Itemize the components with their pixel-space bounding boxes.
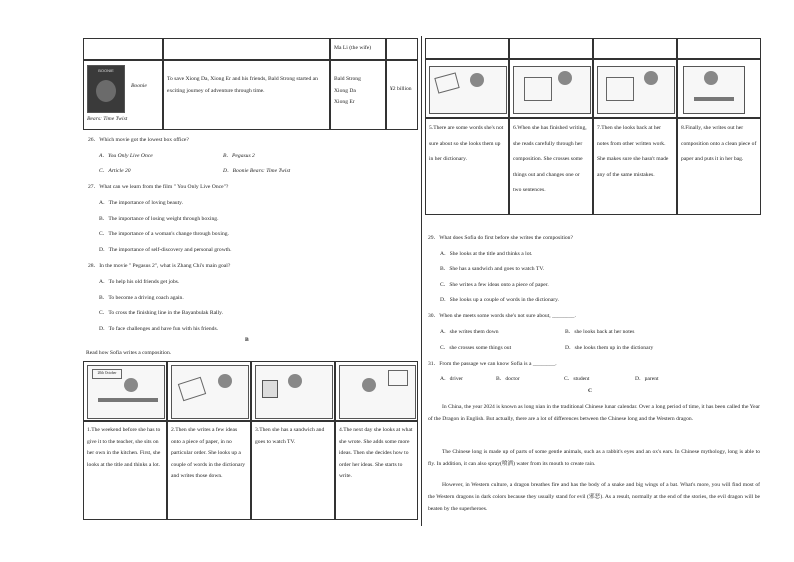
film-poster-image (87, 65, 125, 113)
step-text: 7.Then she looks back at her notes from other written work. She makes sure she hasn't made any of the same mistakes. (597, 125, 669, 178)
option-c[interactable]: C．She writes a few ideas onto a piece of paper. (440, 282, 549, 288)
person-head (362, 378, 376, 392)
step-cell (83, 421, 167, 520)
picture-cell (593, 59, 677, 118)
step-cell (677, 118, 761, 215)
table-cell-empty (677, 38, 761, 59)
book-drawing (434, 72, 459, 93)
notes-drawing (606, 77, 634, 101)
sofia-notes-image (597, 66, 675, 114)
option-c[interactable]: C．student (564, 376, 590, 382)
person-head (218, 374, 232, 388)
step-text: 1.The weekend before she has to give it to the teacher, she sits on her own in the kitchen. First, she looks at the title and thinks a lot. (87, 427, 161, 468)
question-stem: 31．From the passage we can know Sofia is a ________. (428, 361, 557, 367)
question-stem: 26．Which movie got the lowest box office? (88, 137, 189, 143)
role-name: Xiong Er (334, 99, 355, 105)
option-c[interactable]: C．she crosses some things out (440, 345, 512, 351)
column-divider (421, 36, 422, 526)
dictionary-drawing (178, 377, 206, 402)
section-letter: B (245, 337, 249, 343)
picture-cell (83, 361, 167, 421)
calendar-label: 20th October (92, 369, 122, 379)
film-title: Boonie (131, 83, 147, 89)
sofia-tv-image (255, 365, 333, 419)
step-text: 2.Then she writes a few ideas onto a piece of paper, in no particular order. She looks up a couple of words in the dictionary and writes those down. (171, 427, 246, 479)
option-d[interactable]: D．She looks up a couple of words in the dictionary. (440, 297, 559, 303)
table-cell-empty (386, 38, 418, 60)
option-d[interactable]: D．The importance of self-discovery and personal growth. (99, 247, 232, 253)
sofia-thinking-image (87, 365, 165, 419)
passage-paragraph: However, in Western culture, a dragon breathes fire and has the body of a snake and big wings of a bat. What's more, you will find most of the Western dragons in dark colors because they usually stand for evil (邪恶). As a result, normally at the end of the stories, the evil dragon will be beaten by the superheroes. (428, 482, 760, 512)
picture-cell (425, 59, 509, 118)
tv-drawing (262, 380, 278, 398)
option-d[interactable]: D．she looks them up in the dictionary (565, 345, 654, 351)
question-stem: 28．In the movie " Pegasus 2", what is Zhang Chi's main goal? (88, 263, 231, 269)
option-d[interactable]: D．To face challenges and have fun with his friends. (99, 326, 219, 332)
passage-paragraph: The Chinese long is made up of parts of some gentle animals, such as a rabbit's eyes and an ox's ears. In Chinese mythology, long is able to fly. In addition, it can also spray(喷洒) water from its mouth to create rain. (428, 449, 760, 467)
step-text: 6.When she has finished writing, she reads carefully through her composition. She crosses some things out and changes one or two sentences. (513, 125, 587, 193)
person-head (644, 71, 658, 85)
sofia-reading-image (513, 66, 591, 114)
option-a[interactable]: A．To help his old friends get jobs. (99, 279, 180, 285)
table-drawing (98, 398, 158, 402)
sofia-ordering-image (339, 365, 416, 419)
option-a[interactable]: A．she writes them down (440, 329, 499, 335)
option-a[interactable]: A．The importance of loving beauty. (99, 200, 183, 206)
sofia-writing-image (171, 365, 249, 419)
picture-cell (251, 361, 335, 421)
option-a[interactable]: A．You Only Live Once (99, 153, 153, 159)
option-b[interactable]: B．She has a sandwich and goes to watch TV. (440, 266, 545, 272)
role-name: Bald Strong (334, 76, 361, 82)
option-c[interactable]: C．The importance of a woman's change through boxing. (99, 231, 229, 237)
option-a[interactable]: A．driver (440, 376, 463, 382)
option-c[interactable]: C．To cross the finishing line in the Bayanbulak Rally. (99, 310, 223, 316)
bear-figure (96, 80, 116, 102)
option-d[interactable]: D．Boonie Bears: Time Twist (223, 168, 291, 174)
step-text: 5.There are some words she's not sure about so she looks them up in her dictionary. (429, 125, 504, 162)
option-b[interactable]: B．she looks back at her notes (565, 329, 635, 335)
poster-text: BOONIE (98, 68, 114, 73)
section-intro: Read how Sofia writes a composition. (86, 350, 172, 356)
step-cell (167, 421, 251, 520)
step-text: 8.Finally, she writes out her composition onto a clean piece of paper and puts it in her bag. (681, 125, 757, 162)
option-b[interactable]: B．To become a driving coach again. (99, 295, 184, 301)
picture-cell (509, 59, 593, 118)
paper-drawing (524, 77, 552, 101)
step-cell (251, 421, 335, 520)
sofia-final-copy-image (683, 66, 745, 114)
passage-paragraph: In China, the year 2024 is known as long nian in the traditional Chinese lunar calendar. Over a long period of time, it has been called the Year of the Dragon in English. But actually, there are a lot of differences between the Chinese long and the Western dragon. (428, 404, 760, 422)
table-cell-empty (593, 38, 677, 59)
table-cell-empty (425, 38, 509, 59)
question-stem: 27．What can we learn from the film " You Only Live Once"? (88, 184, 229, 190)
person-head (558, 71, 572, 85)
plot-cell (163, 60, 330, 130)
plot-text: To save Xiong Da, Xiong Er and his friends, Bald Strong started an exciting journey of adventure through time. (167, 76, 318, 94)
option-b[interactable]: B．doctor (496, 376, 520, 382)
question-stem: 29．What does Sofia do first before she writes the composition? (428, 235, 573, 241)
step-text: 3.Then she has a sandwich and goes to watch TV. (255, 427, 325, 445)
step-cell (593, 118, 677, 215)
table-cell-empty (509, 38, 593, 59)
person-head (124, 378, 138, 392)
option-a[interactable]: A．She looks at the title and thinks a lot. (440, 251, 533, 257)
person-head (704, 71, 718, 85)
sofia-dictionary-image (429, 66, 507, 114)
film-caption: Bears: Time Twist (87, 116, 128, 122)
step-text: 4.The next day she looks at what she wrote. She adds some more ideas. Then she decides how to order her ideas. She starts to write. (339, 427, 413, 479)
person-head (470, 73, 484, 87)
option-b[interactable]: B．The importance of losing weight through boxing. (99, 216, 219, 222)
film-cell (83, 60, 163, 130)
option-b[interactable]: B．Pegasus 2 (223, 153, 255, 159)
table-cell-empty (83, 38, 163, 60)
picture-cell (677, 59, 761, 118)
table-cell-empty (163, 38, 330, 60)
desk-drawing (694, 97, 734, 101)
role-cell (330, 38, 386, 60)
picture-cell (335, 361, 418, 421)
option-c[interactable]: C．Article 20 (99, 168, 131, 174)
step-cell (509, 118, 593, 215)
role-text: Ma Li (the wife) (334, 45, 372, 51)
step-cell (425, 118, 509, 215)
notes-drawing (388, 370, 408, 386)
question-stem: 30．When she meets some words she's not sure about, ________. (428, 313, 576, 319)
box-office-value: ¥2 billion (390, 86, 412, 92)
role-name: Xiong Da (334, 87, 356, 94)
box-office-cell (386, 60, 418, 130)
step-cell (335, 421, 418, 520)
option-d[interactable]: D．parent (635, 376, 659, 382)
roles-cell (330, 60, 386, 130)
picture-cell (167, 361, 251, 421)
section-letter: C (588, 388, 593, 394)
person-head (288, 374, 302, 388)
